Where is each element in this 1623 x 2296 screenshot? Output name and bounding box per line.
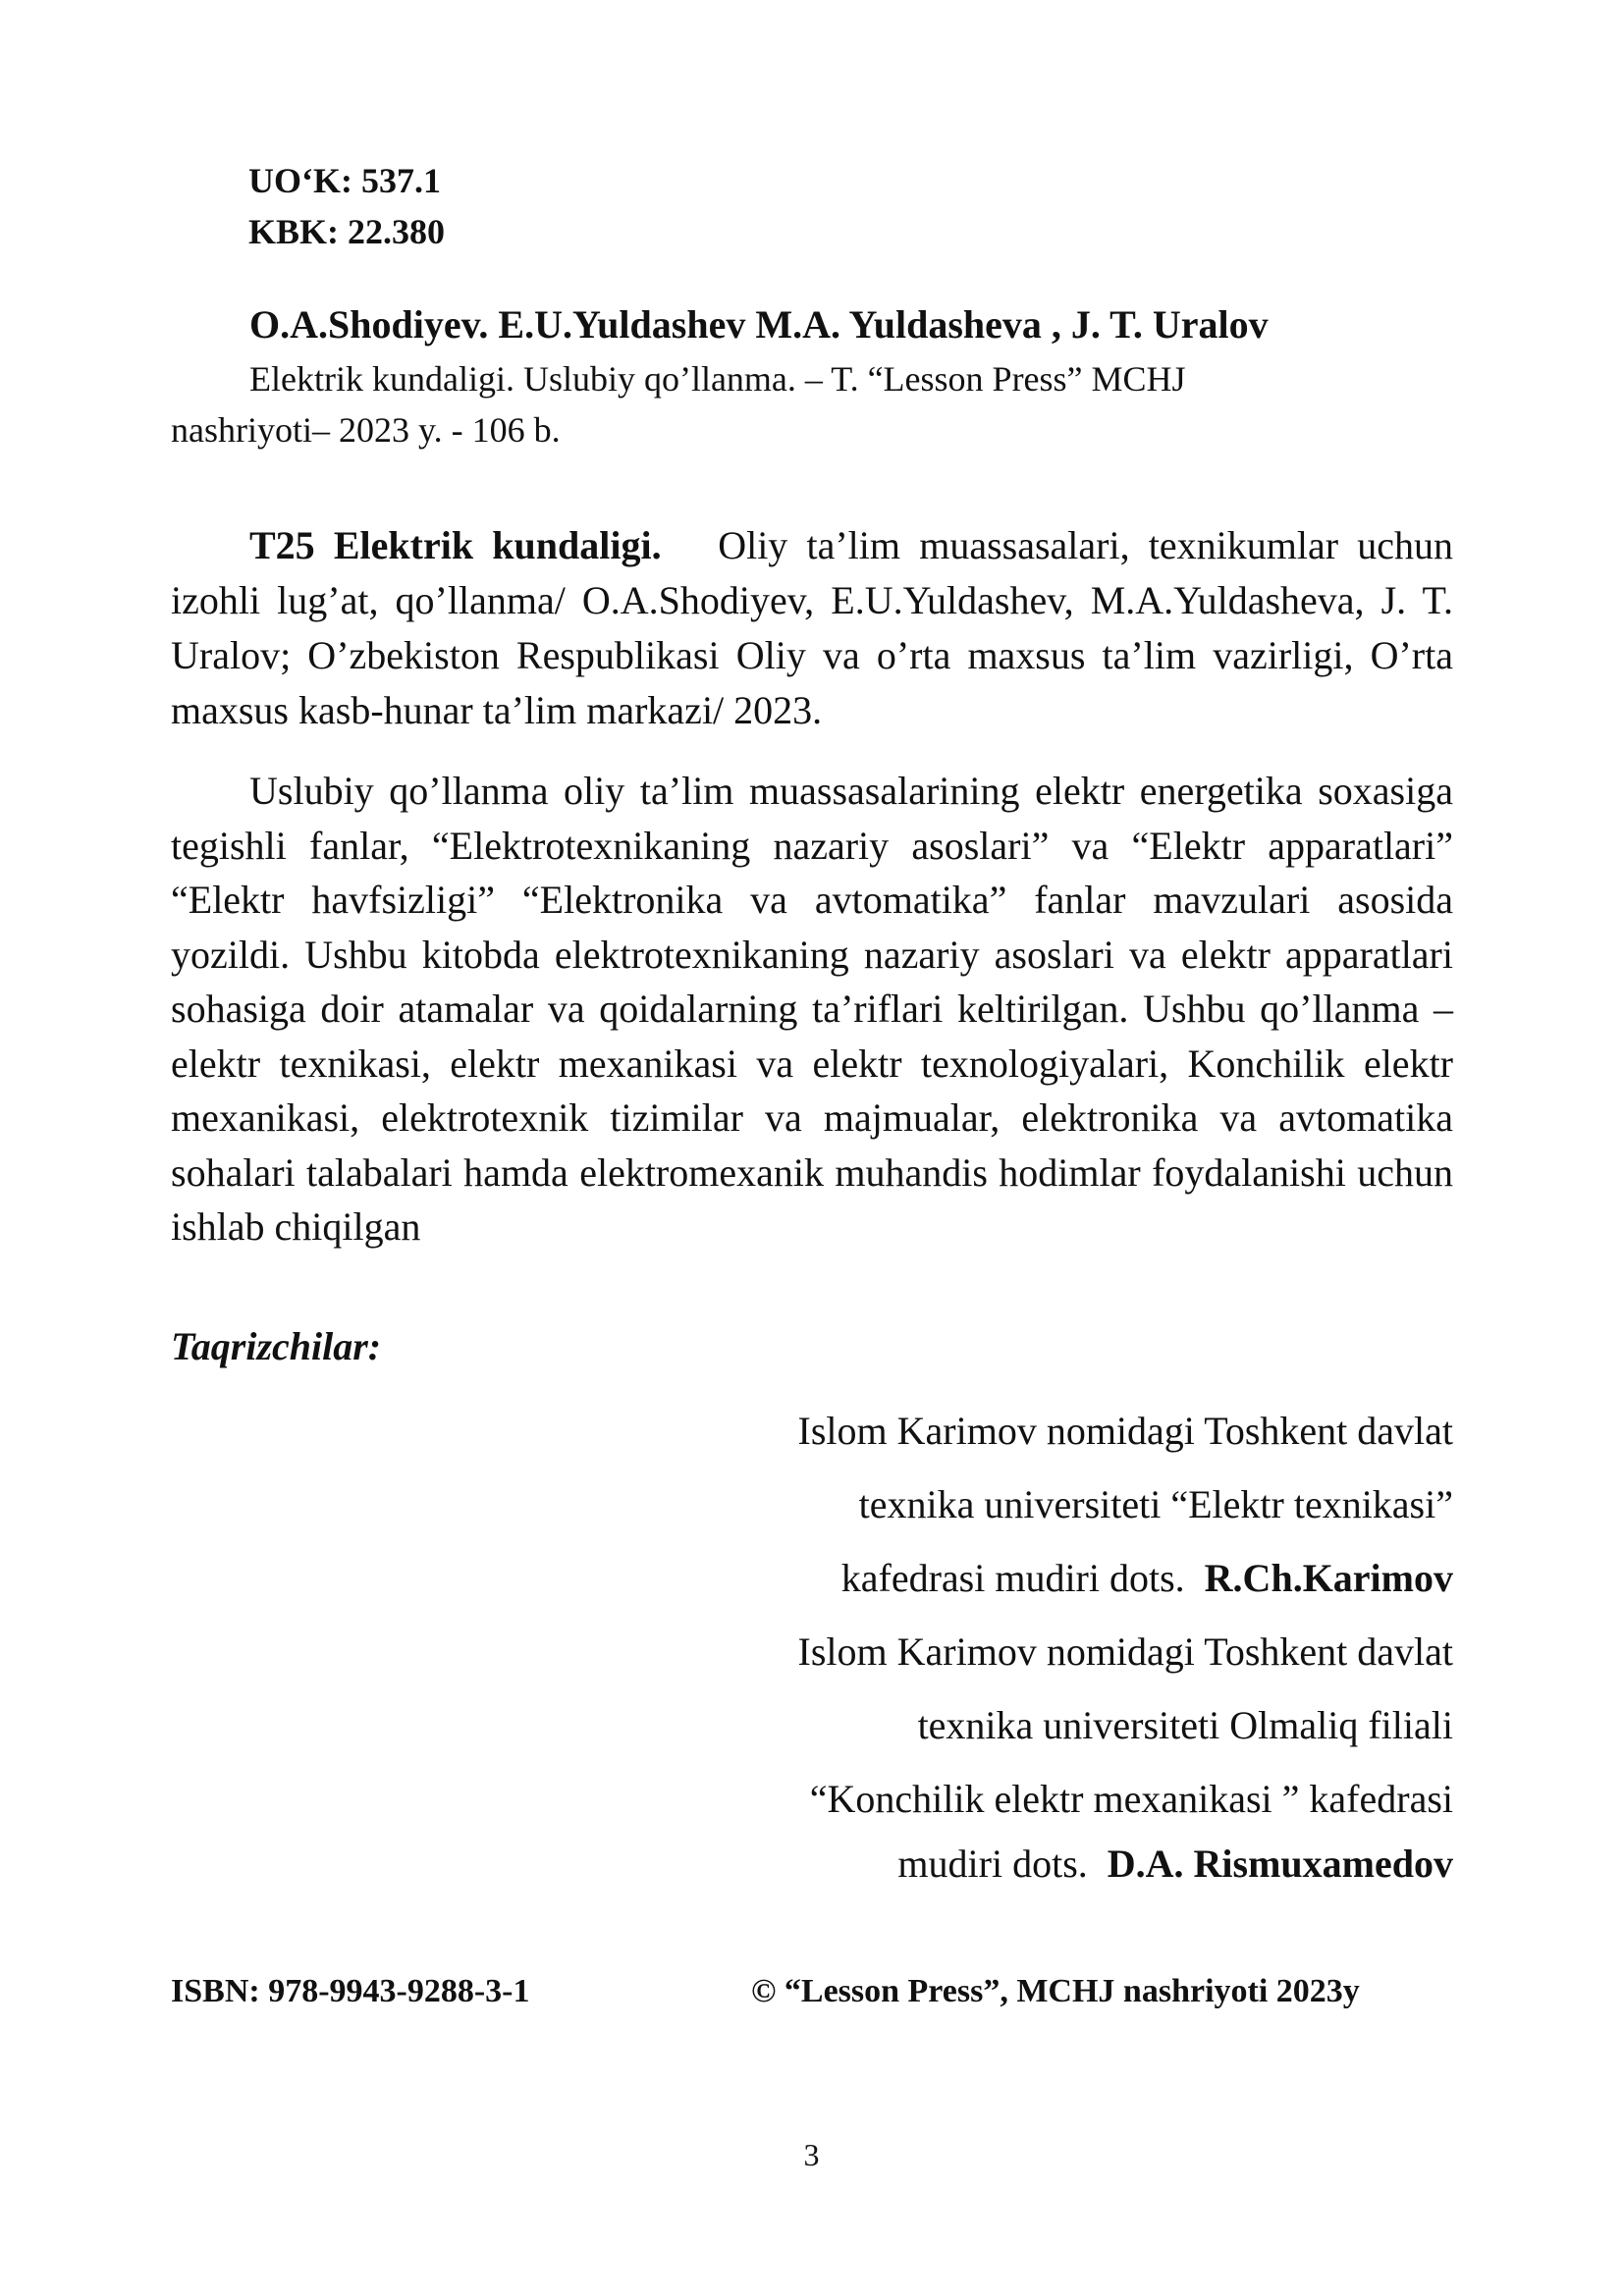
reviewer-1-name: R.Ch.Karimov <box>1204 1556 1453 1600</box>
reviewer-1-position: kafedrasi mudiri dots. <box>840 1556 1185 1600</box>
isbn: ISBN: 978-9943-9288-3-1 <box>171 1973 530 2009</box>
classification-codes <box>248 155 445 257</box>
authors-line: O.A.Shodiyev. E.U.Yuldashev M.A. Yuldasheva , J. T. Uralov <box>249 302 1269 347</box>
description-paragraph <box>171 764 1453 1255</box>
reviewer-2-line-4 <box>569 1836 1453 1893</box>
reviewer-1-line-3 <box>569 1541 1453 1615</box>
t25-title: T25 Elektrik kundaligi. <box>249 523 662 567</box>
reviewer-1-line-2: texnika universiteti “Elektr texnikasi” <box>858 1482 1453 1526</box>
citation-line-1: Elektrik kundaligi. Uslubiy qo’llanma. – T. “Lesson Press” MCHJ <box>249 359 1186 399</box>
description-text: Uslubiy qo’llanma oliy ta’lim muassasalarining elektr energetika soxasiga tegishli fanlar, “Elektrotexnikaning nazariy asoslari” va “Elektr apparatlari” “Elektr havfsizligi” “Elektronika va avtomatika” fanlar mavzulari asosida yozildi. Ushbu kitobda elektrotexnikaning nazariy asoslari va elektr apparatlari sohasiga doir atamalar va qoidalarning ta’riflari keltirilgan. Ushbu qo’llanma –elektr texnikasi, elektr mexanikasi va elektr texnologiyalari, Konchilik elektr mexanikasi, elektrotexnik tizimilar va majmualar, elektronika va avtomatika sohalari talabalari hamda elektromexanik muhandis hodimlar foydalanishi uchun ishlab chiqilgan <box>171 769 1453 1249</box>
citation-line-2: nashriyoti– 2023 y. - 106 b. <box>171 410 561 450</box>
reviewer-1-line-1: Islom Karimov nomidagi Toshkent davlat <box>797 1409 1453 1453</box>
reviewer-2-line-3: “Konchilik elektr mexanikasi ” kafedrasi <box>809 1777 1453 1821</box>
reviewer-2-position: mudiri dots. <box>897 1842 1088 1886</box>
reviewers-list <box>569 1394 1453 1893</box>
reviewer-2-line-2: texnika universiteti Olmaliq filiali <box>917 1703 1453 1747</box>
reviewers-heading: Taqrizchilar: <box>171 1324 382 1368</box>
kbk-code: KBK: 22.380 <box>248 212 446 251</box>
t25-body: Oliy ta’lim muassasalari, texnikumlar uchun izohli lug’at, qo’llanma/ O.A.Shodiyev, E.U.Yuldashev, M.A.Yuldasheva, J. T. Uralov; O’zbekiston Respublikasi Oliy va o’rta maxsus ta’lim vazirligi, O’rta maxsus kasb-hunar ta’lim markazi/ 2023. <box>171 523 1453 732</box>
t25-entry <box>171 518 1453 738</box>
uok-code: UO‘K: 537.1 <box>248 161 441 200</box>
reviewer-2-name: D.A. Rismuxamedov <box>1107 1842 1453 1886</box>
reviewer-2-line-1: Islom Karimov nomidagi Toshkent davlat <box>797 1629 1453 1674</box>
citation <box>171 353 1453 455</box>
page-number: 3 <box>803 2137 820 2172</box>
copyright: © “Lesson Press”, MCHJ nashriyoti 2023y <box>751 1973 1360 2009</box>
